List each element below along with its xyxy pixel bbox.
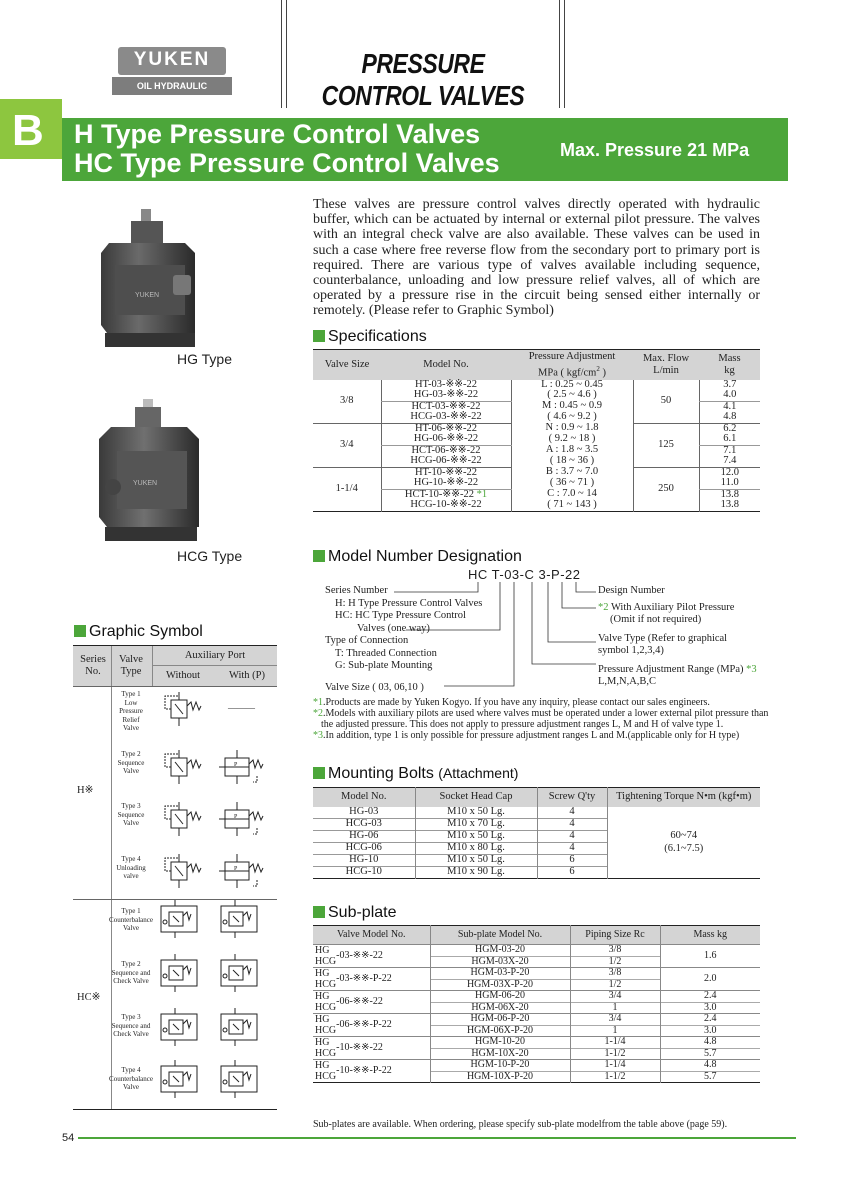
specifications-heading: Specifications (313, 328, 427, 346)
pressure-cell: ( 71 ~ 143 ) (511, 500, 633, 511)
pressure-cell: L : 0.25 ~ 0.45 (511, 380, 633, 391)
pressure-cell: C : 7.0 ~ 14 (511, 489, 633, 500)
note-1: *1.Products are made by Yuken Kogyo. If you have any inquiry, please contact our sales engineers. (313, 697, 710, 708)
col-mass: Mass kg (699, 350, 760, 380)
valve-model-cell: HG HCG -06-※※-22 (315, 991, 383, 1013)
col-piping-size: Piping Size Rc (570, 926, 660, 945)
series-hc: HC※ (77, 992, 101, 1003)
valve-model-cell: HG HCG -10-※※-22 (315, 1037, 383, 1059)
mass-cell: 4.1 (699, 401, 760, 412)
model-cell: HG-06-※※-22 (381, 434, 511, 445)
col-with-p: With (P) (228, 670, 266, 681)
hc-type2-label: Type 2 Sequence and Check Valve (111, 960, 151, 985)
model-cell: HCT-03-※※-22 (381, 401, 511, 412)
model-cell: HCG-03-※※-22 (381, 412, 511, 423)
hcg-photo-caption: HCG Type (177, 548, 243, 564)
valve-size-cell: 1-1/4 (335, 482, 358, 494)
note-mark: *1 (476, 488, 488, 500)
yuken-logo (112, 47, 232, 109)
bullet-square-icon (74, 625, 86, 637)
col-model-no: Model No. (313, 788, 415, 807)
col-subplate-model: Sub-plate Model No. (430, 926, 570, 945)
mass-cell: 13.8 (699, 489, 760, 500)
hc-type1-label: Type 1 Counterbalance Valve (109, 907, 153, 932)
page-title-line1: H Type Pressure Control Valves (74, 119, 481, 149)
designation-notes (313, 697, 773, 741)
series-h: H※ (77, 785, 94, 796)
mass-cell: 4.8 (699, 412, 760, 423)
model-cell: HG-10-※※-22 (381, 478, 511, 489)
h-type2-label: Type 2 Sequence Valve (117, 750, 145, 775)
mounting-bolts-table (313, 787, 760, 879)
no-aux-port-dash: ——— (228, 703, 255, 713)
table-row: HG-06 M10 x 50 Lg. 4 (313, 831, 760, 843)
hydraulic-symbols: P (155, 686, 275, 1106)
note-2: *2.Models with auxiliary pilots are used where valves must be operated under a lower external pilot pressure than the adjusted pressure. This does not apply to pressure adjustment ranges L, M and H of valve type 1. (313, 708, 769, 730)
valve-size-cell: 3/4 (313, 423, 381, 467)
designation-right-labels: Design Number *2 With Auxiliary Pilot Pressure (Omit if not required) Valve Type (Refer to graphical symbol 1,2,3,4) Pressure Adjustment Range (MPa) *3 L,M,N,A,B,C (598, 585, 757, 687)
mass-cell: 13.8 (699, 500, 760, 511)
table-row: HCG-03 M10 x 70 Lg. 4 (313, 819, 760, 831)
col-series: Series No. (80, 654, 106, 677)
h-type1-label: Type 1 Low Pressure Relief Valve (119, 690, 143, 732)
flow-cell: 125 (633, 423, 699, 467)
graphic-symbol-heading: Graphic Symbol (74, 623, 203, 641)
max-pressure: Max. Pressure 21 MPa (560, 140, 750, 160)
logo-subtitle: OIL HYDRAULIC EQUIPMENT (112, 77, 232, 95)
valve-model-cell: HG HCG -10-※※-P-22 (315, 1060, 392, 1082)
designation-left-labels: Series Number H: H Type Pressure Control Valves HC: HC Type Pressure Control Valves (one way) Type of Connection T: Threaded Connection G: Sub-plate Mounting (325, 585, 483, 671)
header-divider (564, 0, 565, 108)
col-valve-size: Valve Size (313, 350, 381, 380)
col-auxiliary-port: Auxiliary Port (184, 650, 246, 661)
model-cell: HCT-10-※※-22 *1 (381, 489, 511, 500)
note-3: *3.In addition, type 1 is only possible for pressure adjustment ranges L and M.(applicable only for H type) (313, 730, 740, 741)
footer-rule (78, 1137, 796, 1139)
section-letter: B (12, 106, 44, 155)
mass-cell: 6.2 (699, 423, 760, 434)
table-row: HCG-06 M10 x 80 Lg. 4 (313, 843, 760, 855)
model-cell: HCT-06-※※-22 (381, 445, 511, 456)
hc-type3-label: Type 3 Sequence and Check Valve (111, 1013, 151, 1038)
valve-size-cell: 3/8 (313, 380, 381, 424)
hg-valve-photo (95, 205, 210, 353)
col-valve-model: Valve Model No. (313, 926, 430, 945)
pressure-cell: N : 0.9 ~ 1.8 (511, 423, 633, 434)
table-row: HG-10 M10 x 50 Lg. 6 (313, 855, 760, 867)
col-max-flow: Max. Flow L/min (633, 350, 699, 380)
col-socket-head-cap: Socket Head Cap (415, 788, 537, 807)
h-type4-label: Type 4 Unloading valve (116, 855, 146, 880)
model-cell: HCG-06-※※-22 (381, 456, 511, 467)
page-title-line2: HC Type Pressure Control Valves (74, 148, 500, 178)
pressure-cell: ( 2.5 ~ 4.6 ) (511, 390, 633, 401)
page-number: 54 (62, 1132, 75, 1144)
col-mass: Mass kg (660, 926, 760, 945)
col-model-no: Model No. (381, 350, 511, 380)
torque-cell: 60~74 (6.1~7.5) (607, 807, 760, 879)
intro-paragraph: These valves are pressure control valves directly operated with hydraulic buffer, which can be actuated by internal or external pilot pressure. The valves with an integral check valve are also available. These valves can be used in such a case where free reverse flow from the secondary port to primary port is required. There are various type of valves available including sequence, counterbalance, unloading and low pressure relief valves, all of which are operated by a pressure rise in the circuit being sensed either internally or remotely. (Please refer to Graphic Symbol) (313, 197, 760, 319)
valve-size-label: Valve Size ( 03, 06,10 ) (325, 682, 424, 693)
pressure-cell: ( 4.6 ~ 9.2 ) (511, 412, 633, 423)
col-pressure-adjustment: Pressure Adjustment MPa ( kgf/$cm^2$ ) (511, 350, 633, 380)
model-cell: HCG-10-※※-22 (381, 500, 511, 511)
hc-type4-label: Type 4 Counterbalance Valve (109, 1066, 153, 1091)
col-valve-type: Valve Type (119, 654, 143, 677)
h-type3-label: Type 3 Sequence Valve (117, 802, 145, 827)
hg-photo-caption: HG Type (177, 351, 232, 367)
flow-cell: 250 (633, 467, 699, 511)
bullet-square-icon (313, 906, 325, 918)
mounting-bolts-heading: Mounting Bolts (Attachment) (313, 765, 518, 783)
designation-heading: Model Number Designation (313, 548, 522, 566)
mass-cell: 3.7 (699, 380, 760, 391)
section-title: PRESSURE CONTROL VALVES (321, 48, 525, 111)
mass-cell: 4.0 (699, 390, 760, 401)
bullet-square-icon (313, 550, 325, 562)
model-cell: HG-03-※※-22 (381, 390, 511, 401)
logo-brand: YUKEN (133, 49, 211, 70)
mass-cell: 11.0 (699, 478, 760, 489)
subplate-heading: Sub-plate (313, 904, 397, 922)
pressure-cell: ( 36 ~ 71 ) (511, 478, 633, 489)
valve-model-cell: HG HCG -06-※※-P-22 (315, 1014, 392, 1036)
valve-model-cell: HG HCG -03-※※-P-22 (315, 968, 392, 990)
pressure-cell: ( 9.2 ~ 18 ) (511, 434, 633, 445)
pressure-cell: A : 1.8 ~ 3.5 (511, 445, 633, 456)
valve-model-cell: HG HCG -03-※※-22 (315, 945, 383, 967)
subplate-table: Valve Model No. Sub-plate Model No. Piping Size Rc Mass kg HG HCG -03-※※-22 HGM-03-20 3/8 1.6 HGM-03X-20 1/2 HG HCG -03-※※-P-22 HGM-03-P-20 3/8 2.0 HGM-03X-P-20 1/2 HG HCG -06-※※-22 HGM-06-20 3/4 2.4 HGM-06X-20 1 3.0 HG HCG -06-※※-P-22 HGM-06-P-20 3/4 2.4 HGM-06X-P-20 1 3.0 HG HCG -10-※※-22 HGM-10-20 1-1/4 4.8 HGM-10X-20 1-1/2 5.7 HG HCG -10-※※-P-22 HGM-10-P-20 1-1/4 4.8 HGM-10X-P-20 1-1/2 5.7 (313, 925, 760, 1083)
header-divider (286, 0, 287, 108)
designation-code: HC T-03-C 3-P-22 (468, 567, 581, 582)
col-without: Without (166, 670, 200, 681)
flow-cell: 50 (633, 380, 699, 424)
bullet-square-icon (313, 767, 325, 779)
pressure-cell: ( 18 ~ 36 ) (511, 456, 633, 467)
mass-cell: 12.0 (699, 467, 760, 478)
mass-cell: 6.1 (699, 434, 760, 445)
col-screw-qty: Screw Q'ty (537, 788, 607, 807)
pressure-cell: B : 3.7 ~ 7.0 (511, 467, 633, 478)
col-tightening-torque: Tightening Torque N•m (kgf•m) (607, 788, 760, 807)
bullet-square-icon (313, 330, 325, 342)
svg-text:YUKEN: YUKEN (133, 480, 158, 487)
pressure-cell: M : 0.45 ~ 0.9 (511, 401, 633, 412)
svg-text:YUKEN: YUKEN (135, 292, 160, 299)
specifications-table (313, 349, 760, 512)
header-divider (559, 0, 560, 108)
header-divider (281, 0, 282, 108)
subplate-footnote: Sub-plates are available. When ordering, please specify sub-plate modelfrom the table above (page 59). (313, 1119, 728, 1130)
model-cell: HT-10-※※-22 (381, 467, 511, 478)
model-cell: HT-06-※※-22 (381, 423, 511, 434)
table-row: HCG-10 M10 x 90 Lg. 6 (313, 867, 760, 879)
hcg-valve-photo (95, 395, 210, 547)
mass-cell: 7.1 (699, 445, 760, 456)
mass-cell: 7.4 (699, 456, 760, 467)
model-cell: HT-03-※※-22 (381, 380, 511, 391)
table-row: HG-03 M10 x 50 Lg. 4 60~74 (6.1~7.5) (313, 807, 760, 819)
